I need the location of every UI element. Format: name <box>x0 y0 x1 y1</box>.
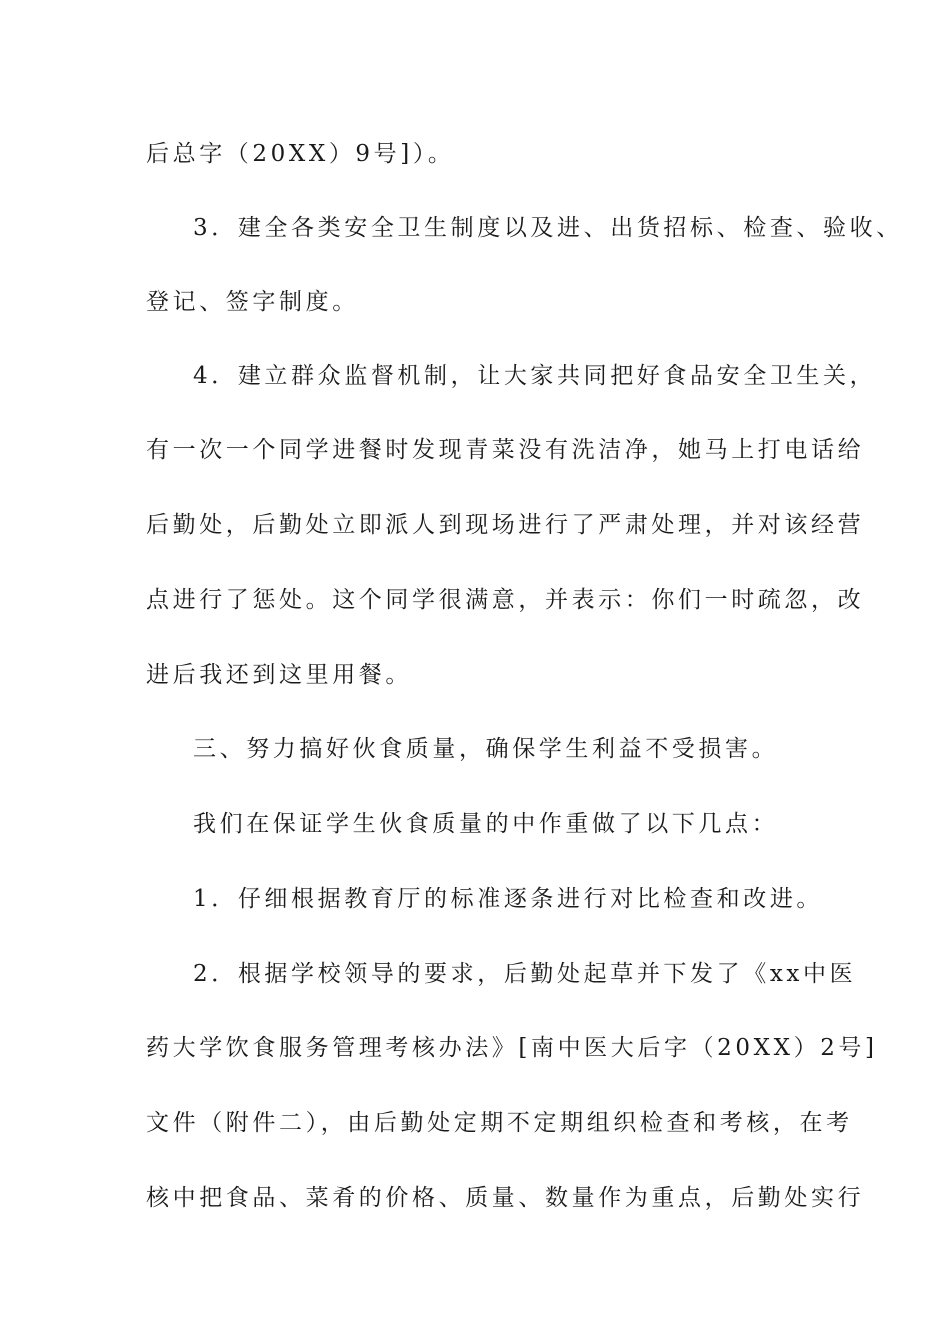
text-line-7: 点进行了惩处。这个同学很满意，并表示：你们一时疏忽，改 <box>146 587 865 613</box>
text-line-5: 有一次一个同学进餐时发现青菜没有洗洁净，她马上打电话给 <box>146 437 865 463</box>
text-line-12: 2．根据学校领导的要求，后勤处起草并下发了《xx中医 <box>193 961 857 987</box>
text-line-6: 后勤处，后勤处立即派人到现场进行了严肃处理，并对该经营 <box>146 512 865 538</box>
text-line-13: 药大学饮食服务管理考核办法》[南中医大后字（20XX）2号] <box>146 1035 878 1061</box>
text-line-4: 4．建立群众监督机制，让大家共同把好食品安全卫生关， <box>193 363 877 389</box>
text-line-9: 三、努力搞好伙食质量，确保学生利益不受损害。 <box>193 736 779 762</box>
text-line-11: 1．仔细根据教育厅的标准逐条进行对比检查和改进。 <box>193 886 824 912</box>
text-line-2: 3．建全各类安全卫生制度以及进、出货招标、检查、验收、 <box>193 215 903 241</box>
text-line-8: 进后我还到这里用餐。 <box>146 662 412 688</box>
text-line-15: 核中把食品、菜肴的价格、质量、数量作为重点，后勤处实行 <box>146 1185 865 1211</box>
text-line-14: 文件（附件二），由后勤处定期不定期组织检查和考核，在考 <box>146 1110 853 1136</box>
text-line-10: 我们在保证学生伙食质量的中作重做了以下几点： <box>193 811 779 837</box>
text-line-3: 登记、签字制度。 <box>146 289 359 315</box>
text-line-1: 后总字（20XX）9号]）。 <box>146 141 455 167</box>
